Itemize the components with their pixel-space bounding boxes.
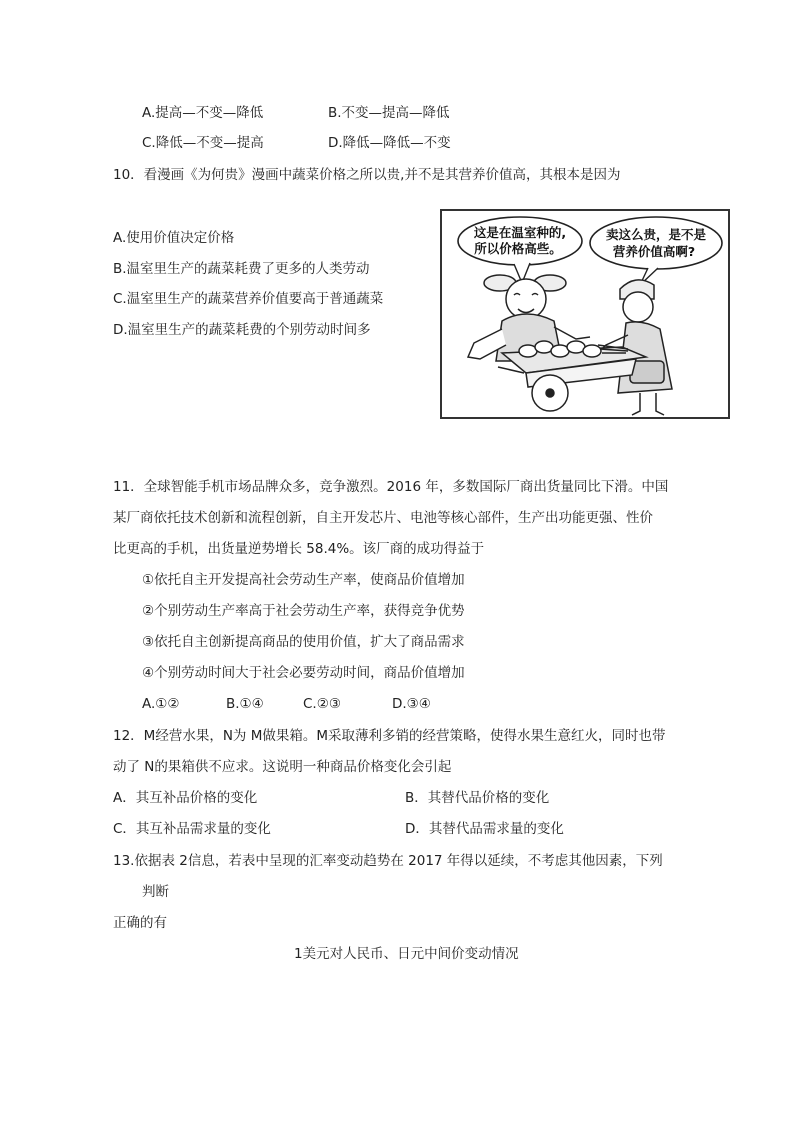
left-bubble-line2: 所以价格高些。	[474, 241, 562, 256]
q12-option-d: D．其替代品需求量的变化	[405, 821, 564, 837]
left-bubble-line1: 这是在温室种的,	[473, 225, 567, 240]
q11-stem-line3: 比更高的手机，出货量逆势增长 58.4%。该厂商的成功得益于	[113, 541, 485, 557]
q12-option-b: B．其替代品价格的变化	[405, 790, 550, 806]
q13-table-title: 1美元对人民币、日元中间价变动情况	[294, 946, 519, 962]
q11-stem-line1: 11．全球智能手机市场品牌众多，竞争激烈。2016 年，多数国际厂商出货量同比下滑。中国	[113, 479, 669, 495]
q10-option-a: A.使用价值决定价格	[113, 230, 235, 246]
q9-option-c: C.降低—不变—提高	[142, 135, 264, 151]
right-speech-bubble	[590, 217, 722, 269]
q13-stem-line1: 13.依据表 2信息，若表中呈现的汇率变动趋势在 2017 年得以延续，不考虑其他因素，下列	[113, 853, 663, 869]
cartoon-illustration	[442, 211, 728, 417]
right-bubble-line1: 卖这么贵，是不是	[605, 227, 707, 242]
q12-stem-line1: 12．M经营水果，N为 M做果箱。M采取薄利多销的经营策略，使得水果生意红火，同时也带	[113, 728, 666, 744]
q10-stem: 10．看漫画《为何贵》漫画中蔬菜价格之所以贵,并不是其营养价值高，其根本是因为	[113, 167, 621, 183]
q11-option-d: D.③④	[392, 696, 431, 712]
q11-option-b: B.①④	[226, 696, 264, 712]
q11-stem-line2: 某厂商依托技术创新和流程创新，自主开发芯片、电池等核心部件，生产出功能更强、性价	[113, 510, 653, 526]
q13-stem-line3: 正确的有	[113, 915, 167, 931]
q12-stem-line2: 动了 N的果箱供不应求。这说明一种商品价格变化会引起	[113, 759, 452, 775]
q11-item-3: ③依托自主创新提高商品的使用价值，扩大了商品需求	[142, 634, 465, 650]
q11-option-a: A.①②	[142, 696, 180, 712]
q12-option-a: A．其互补品价格的变化	[113, 790, 258, 806]
q10-option-c: C.温室里生产的蔬菜营养价值要高于普通蔬菜	[113, 291, 384, 307]
q10-option-d: D.温室里生产的蔬菜耗费的个别劳动时间多	[113, 322, 371, 338]
right-bubble-line2: 营养价值高啊?	[612, 244, 696, 259]
q12-option-c: C．其互补品需求量的变化	[113, 821, 271, 837]
q10-option-b: B.温室里生产的蔬菜耗费了更多的人类劳动	[113, 261, 370, 277]
q13-stem-line2: 判断	[142, 884, 169, 900]
vegetable-cart	[498, 341, 646, 411]
q11-item-4: ④个别劳动时间大于社会必要劳动时间，商品价值增加	[142, 665, 465, 681]
q9-option-b: B.不变—提高—降低	[328, 105, 450, 121]
q11-item-2: ②个别劳动生产率高于社会劳动生产率，获得竞争优势	[142, 603, 465, 619]
cartoon-why-expensive	[440, 209, 730, 419]
q9-option-d: D.降低—降低—不变	[328, 135, 451, 151]
q9-option-a: A.提高—不变—降低	[142, 105, 264, 121]
q11-item-1: ①依托自主开发提高社会劳动生产率，使商品价值增加	[142, 572, 465, 588]
q11-option-c: C.②③	[303, 696, 341, 712]
